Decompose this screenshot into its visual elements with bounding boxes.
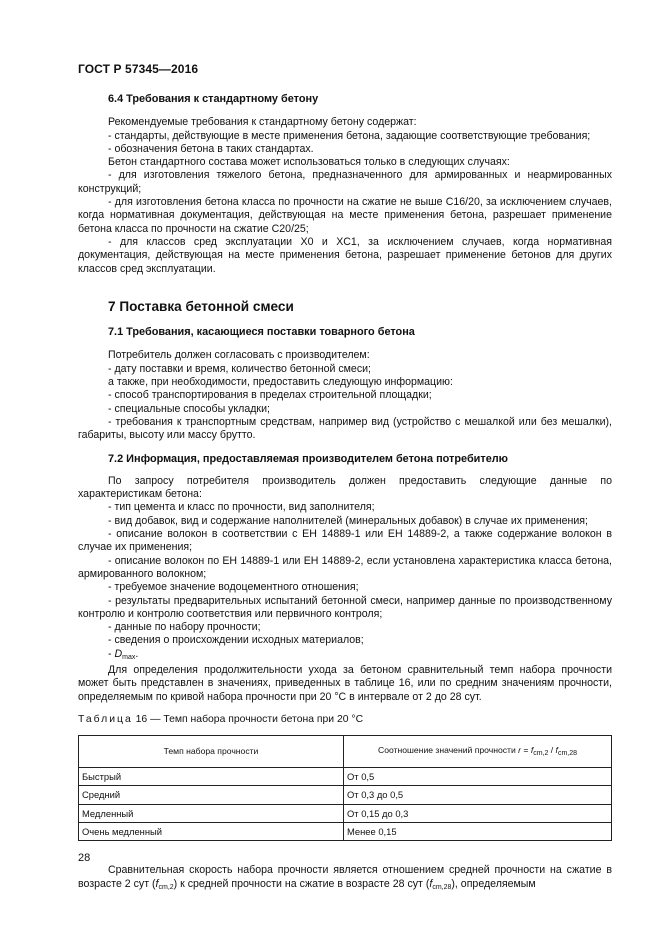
closing-text-1: Сравнительная скорость набора прочности является отношением средней прочности на сжатие в возрасте 2 сут ( [78,864,612,890]
table-cell-ratio: От 0,3 до 0,5 [344,786,612,804]
paragraph: Для определения продолжительности ухода за бетоном сравнительный темп набора прочности может быть представлен в значениях, приведенных в таблице 16, или по средним значениям прочности, определяемым по кривой набора прочности при 20 °C в интервале от 2 до 28 сут. [78,663,612,703]
section-6-4-title: 6.4 Требования к стандартному бетону [108,93,319,105]
closing-text-3: ), определяемым [451,877,536,890]
section-7-2-title: 7.2 Информация, предоставляемая производителем бетона потребителю [108,452,508,465]
dmax-prefix: - [108,647,115,660]
section-7-1-title: 7.1 Требования, касающиеся поставки товарного бетона [108,326,415,339]
table-cell-ratio: От 0,5 [344,768,612,786]
closing-paragraph [78,864,612,894]
table-cell-ratio: Менее 0,15 [344,823,612,841]
paragraph: - тип цемента и класс по прочности, вид заполнителя; [108,501,375,514]
paragraph: - стандарты, действующие в месте применения бетона, задающие соответствующие требования; [108,129,591,142]
col-header-ratio [344,736,612,768]
ratio-r: r [518,744,522,755]
paragraph: Бетон стандартного состава может использоваться только в следующих случаях: [108,156,510,169]
table-row [79,823,612,841]
paragraph: - вид добавок, вид и содержание наполнителей (минеральных добавок) в случае их применения; [108,514,588,527]
paragraph: Потребитель должен согласовать с производителем: [108,349,370,362]
ratio-prefix: Соотношение значений прочности [378,744,519,755]
paragraph: - требуемое значение водоцементного отношения; [108,581,359,594]
paragraph: - описание волокон в соответствии с ЕН 14889-1 или ЕН 14889-2, а также содержание волокон в случае их применения; [78,528,612,554]
ratio-f2: f [555,744,558,755]
ratio-f1-sub: cm,2 [533,749,549,757]
paragraph: - способ транспортирования в пределах строительной площадки; [108,389,432,402]
paragraph: - специальные способы укладки; [108,402,270,415]
dmax-line [78,648,612,664]
closing-text-2: ) к средней прочности на сжатие в возрасте 28 сут ( [173,877,430,890]
paragraph: - обозначения бетона в таких стандартах. [108,142,314,155]
table-cell-rate: Быстрый [79,768,344,786]
ratio-eq: = [521,744,531,755]
paragraph: Рекомендуемые требования к стандартному бетону содержат: [108,116,417,129]
closing-f1: f [155,877,159,890]
col-header-rate: Темп набора прочности [79,736,344,768]
paragraph: - описание волокон по ЕН 14889-1 или ЕН 14889-2, если установлена характеристика класса бетона, армированного волокном; [78,554,612,580]
table-cell-rate: Медленный [79,804,344,822]
ratio-f1: f [530,744,534,755]
page-number: 28 [78,852,91,864]
table-caption-text: 16 — Темп набора прочности бетона при 20 °C [132,713,364,725]
document-id: ГОСТ Р 57345—2016 [78,62,199,76]
section-7-title: 7 Поставка бетонной смеси [108,298,294,314]
paragraph: - для классов сред эксплуатации X0 и XC1, за исключением случаев, когда нормативная документация, действующая на месте применения бетона, разрешает применение бетонов для других классов сред эксплуатации. [78,235,612,275]
table-caption [78,713,612,726]
closing-f1-sub: cm,2 [158,883,174,891]
table-header-row [79,736,612,768]
paragraph: - для изготовления тяжелого бетона, предназначенного для армированных и неармированных конструкций; [78,169,612,195]
dmax-sub: max [122,653,136,661]
table-row [79,786,612,804]
paragraph: - дату поставки и время, количество бетонной смеси; [108,362,371,375]
dmax-var: D [114,647,123,660]
paragraph: а также, при необходимости, предоставить следующую информацию: [108,376,453,389]
ratio-f2-sub: cm,28 [557,749,577,757]
paragraph: - сведения о происхождении исходных материалов; [108,634,364,647]
paragraph: - требования к транспортным средствам, например вид (устройство с мешалкой или без мешалки), габариты, высоту или массу брутто. [78,415,612,442]
dmax-suffix: . [135,647,139,660]
page-content [78,93,612,894]
table-caption-word: Таблица [78,713,133,725]
table-cell-rate: Средний [79,786,344,804]
paragraph: - данные по набору прочности; [108,621,261,634]
closing-f2: f [429,877,433,890]
paragraph: По запросу потребителя производитель должен предоставить следующие данные по характеристикам бетона: [78,474,612,501]
table-row [79,768,612,786]
ratio-slash: / [548,744,556,755]
closing-f2-sub: cm,28 [432,883,452,891]
strength-gain-table [78,735,612,841]
table-cell-rate: Очень медленный [79,823,344,841]
paragraph: - результаты предварительных испытаний бетонной смеси, например данные по производственному контролю и контролю соответствия или первичного контроля; [78,594,612,620]
paragraph: - для изготовления бетона класса по прочности на сжатие не выше C16/20, за исключением случаев, когда нормативная документация, действующая на месте применения бетона, разрешает применение бетона класса по прочности на сжатие C20/25; [78,196,612,235]
table-row [79,804,612,822]
table-cell-ratio: От 0,15 до 0,3 [344,804,612,822]
